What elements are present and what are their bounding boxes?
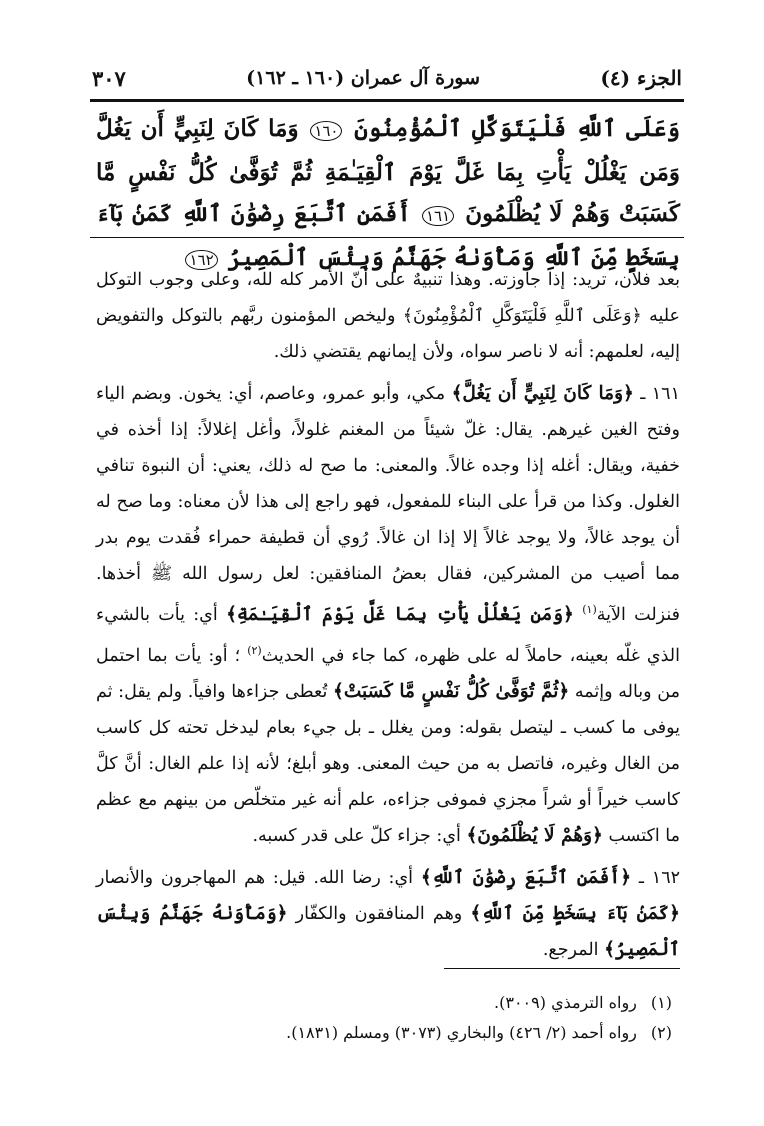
page-header bbox=[92, 58, 682, 98]
quran-divider bbox=[90, 237, 684, 238]
paragraph-text: تُعطى جزاءها وافياً. ولم يقل: ثم يوفى ما كسب ـ ليتصل بقوله: ومن يغلل ـ بل جيء بعام ليدخل تحته كل كاسب من الغال وغيره، فاتصل به من حيث المعنى. وهو أبلغ؛ لأنه إذا علم الغال: أنَّ كلَّ كاسب خيراً أو شراً مجزي فموفى جزاءه، علم أنه غير متخلّص من بينهم مع عظم ما اكتسب bbox=[96, 681, 680, 846]
verse-number: ١٦٢ ـ bbox=[638, 867, 680, 888]
verse-162: أَفَمَنِ ٱتَّبَعَ رِضْوَٰنَ ٱللَّهِ كَمَنۢ بَآءَ بِسَخَطٍ مِّنَ ٱللَّهِ وَمَأْوَىٰهُ جَهَنَّمُ وَبِئْسَ ٱلْمَصِيرُ bbox=[96, 200, 680, 271]
footnote-text: رواه الترمذي (٣٠٠٩). bbox=[494, 993, 637, 1012]
commentary-body bbox=[96, 262, 680, 974]
verse-160-end: وَعَلَى ٱللَّهِ فَلْيَتَوَكَّلِ ٱلْمُؤْمِنُونَ bbox=[354, 115, 680, 142]
page-number: ٣٠٧ bbox=[92, 65, 126, 91]
quoted-verse: ﴿وَمَا كَانَ لِنَبِيٍّ أَن يَغُلَّ﴾ bbox=[451, 383, 634, 404]
footnote-ref: (٢) bbox=[247, 643, 262, 657]
paragraph-text: ؛ أو: يأت بما احتمل من وباله وإثمه bbox=[96, 645, 680, 702]
footnote-number: (١) bbox=[650, 993, 672, 1012]
paragraph-text: وهم المنافقون والكفّار bbox=[295, 903, 463, 924]
footnote-ref: (١) bbox=[582, 603, 597, 616]
quoted-verse: ﴿وَهُمْ لَا يُظْلَمُونَ﴾ bbox=[466, 824, 603, 846]
paragraph-text: مكي، وأبو عمرو، وعاصم، أي: يخون. وبضم الياء وفتح الغين غيرهم. يقال: غلّ شيئاً من المغنم غلولاً، وأغل إغلالاً: إذا أخذه في خفية، ويقال: أغله إذا وجده غالاً. والمعنى: ما صح له ذلك، يعني: أن النبوة تنافي الغلول. وكذا من قرأ على البناء للمفعول، فهو راجع إلى هذا لأن معناه: وما صح له أن يوجد غالاً، ولا يوجد غالاً إلا إذا ان غالاً. رُوي أن قطيفة حمراء فُقدت يوم بدر مما أصيب من المشركين، فقال بعضُ المنافقين: لعل رسول الله ﷺ أخذها. فنزلت الآية bbox=[96, 384, 680, 625]
quoted-verse: ﴿أَفَمَنِ ٱتَّبَعَ رِضْوَٰنَ ٱللَّهِ﴾ bbox=[420, 866, 632, 888]
footnote-text: رواه أحمد (٢/ ٤٢٦) والبخاري (٣٠٧٣) ومسلم (١٨٣١). bbox=[286, 1023, 637, 1042]
verse-161: وَمَا كَانَ لِنَبِيٍّ أَن يَغُلَّ وَمَن يَغْلُلْ يَأْتِ بِمَا غَلَّ يَوْمَ ٱلْقِيَـٰمَةِ ثُمَّ تُوَفَّىٰ كُلُّ نَفْسٍ مَّا كَسَبَتْ وَهُمْ لَا يُظْلَمُونَ bbox=[96, 115, 680, 227]
footnotes bbox=[96, 988, 672, 1048]
juz-label: الجزء (٤) bbox=[600, 66, 682, 90]
commentary-paragraph-161 bbox=[96, 376, 680, 854]
verse-marker-162: ١٦٢ bbox=[185, 250, 217, 270]
header-divider bbox=[90, 99, 684, 102]
footnote-number: (٢) bbox=[650, 1023, 672, 1042]
paragraph-text: أي: جزاء كلّ على قدر كسبه. bbox=[252, 825, 461, 846]
paragraph-text: أي: يأت بالشيء الذي غلّه بعينه، حاملاً له على ظهره، كما جاء في الحديث bbox=[96, 604, 680, 666]
footnote-divider bbox=[444, 968, 680, 969]
commentary-paragraph-162 bbox=[96, 860, 680, 968]
paragraph-text: أي: رضا الله. قيل: هم المهاجرون والأنصار bbox=[96, 867, 414, 888]
paragraph-text: بعد فلان، تريد: إذا جاوزته. وهذا تنبيهٌ على أنّ الأمر كله لله، وعلى وجوب التوكل عليه ﴿وَعَلَى ٱللَّهِ فَلْيَتَوَكَّلِ ٱلْمُؤْمِنُونَ﴾ وليخص المؤمنون ربَّهم بالتوكل والتفويض إليه، لعلمهم: أنه لا ناصر سواه، ولأن إيمانهم يقتضي ذلك. bbox=[96, 270, 680, 362]
footnote-item bbox=[96, 1018, 672, 1048]
verse-marker-160: ١٦٠ bbox=[310, 121, 342, 141]
paragraph-text: المرجع. bbox=[542, 939, 599, 960]
quoted-verse: ﴿وَمَأْوَىٰهُ جَهَنَّمُ وَبِئْسَ ٱلْمَصِيرُ﴾ bbox=[96, 902, 680, 960]
verse-marker-161: ١٦١ bbox=[422, 206, 454, 226]
quoted-verse: ﴿وَمَن يَغْلُلْ يَأْتِ بِمَا غَلَّ يَوْمَ ٱلْقِيَـٰمَةِ﴾ bbox=[226, 603, 574, 625]
surah-title: سورة آل عمران (١٦٠ ـ ١٦٢) bbox=[246, 67, 481, 89]
verse-number: ١٦١ ـ bbox=[640, 384, 680, 404]
quran-text-block bbox=[96, 108, 680, 281]
quoted-verse: ﴿ثُمَّ تُوَفَّىٰ كُلُّ نَفْسٍ مَّا كَسَبَتْ﴾ bbox=[332, 680, 570, 702]
quoted-verse: ﴿كَمَنۢ بَآءَ بِسَخَطٍ مِّنَ ٱللَّهِ﴾ bbox=[470, 902, 680, 924]
footnote-item bbox=[96, 988, 672, 1018]
commentary-paragraph bbox=[96, 262, 680, 370]
